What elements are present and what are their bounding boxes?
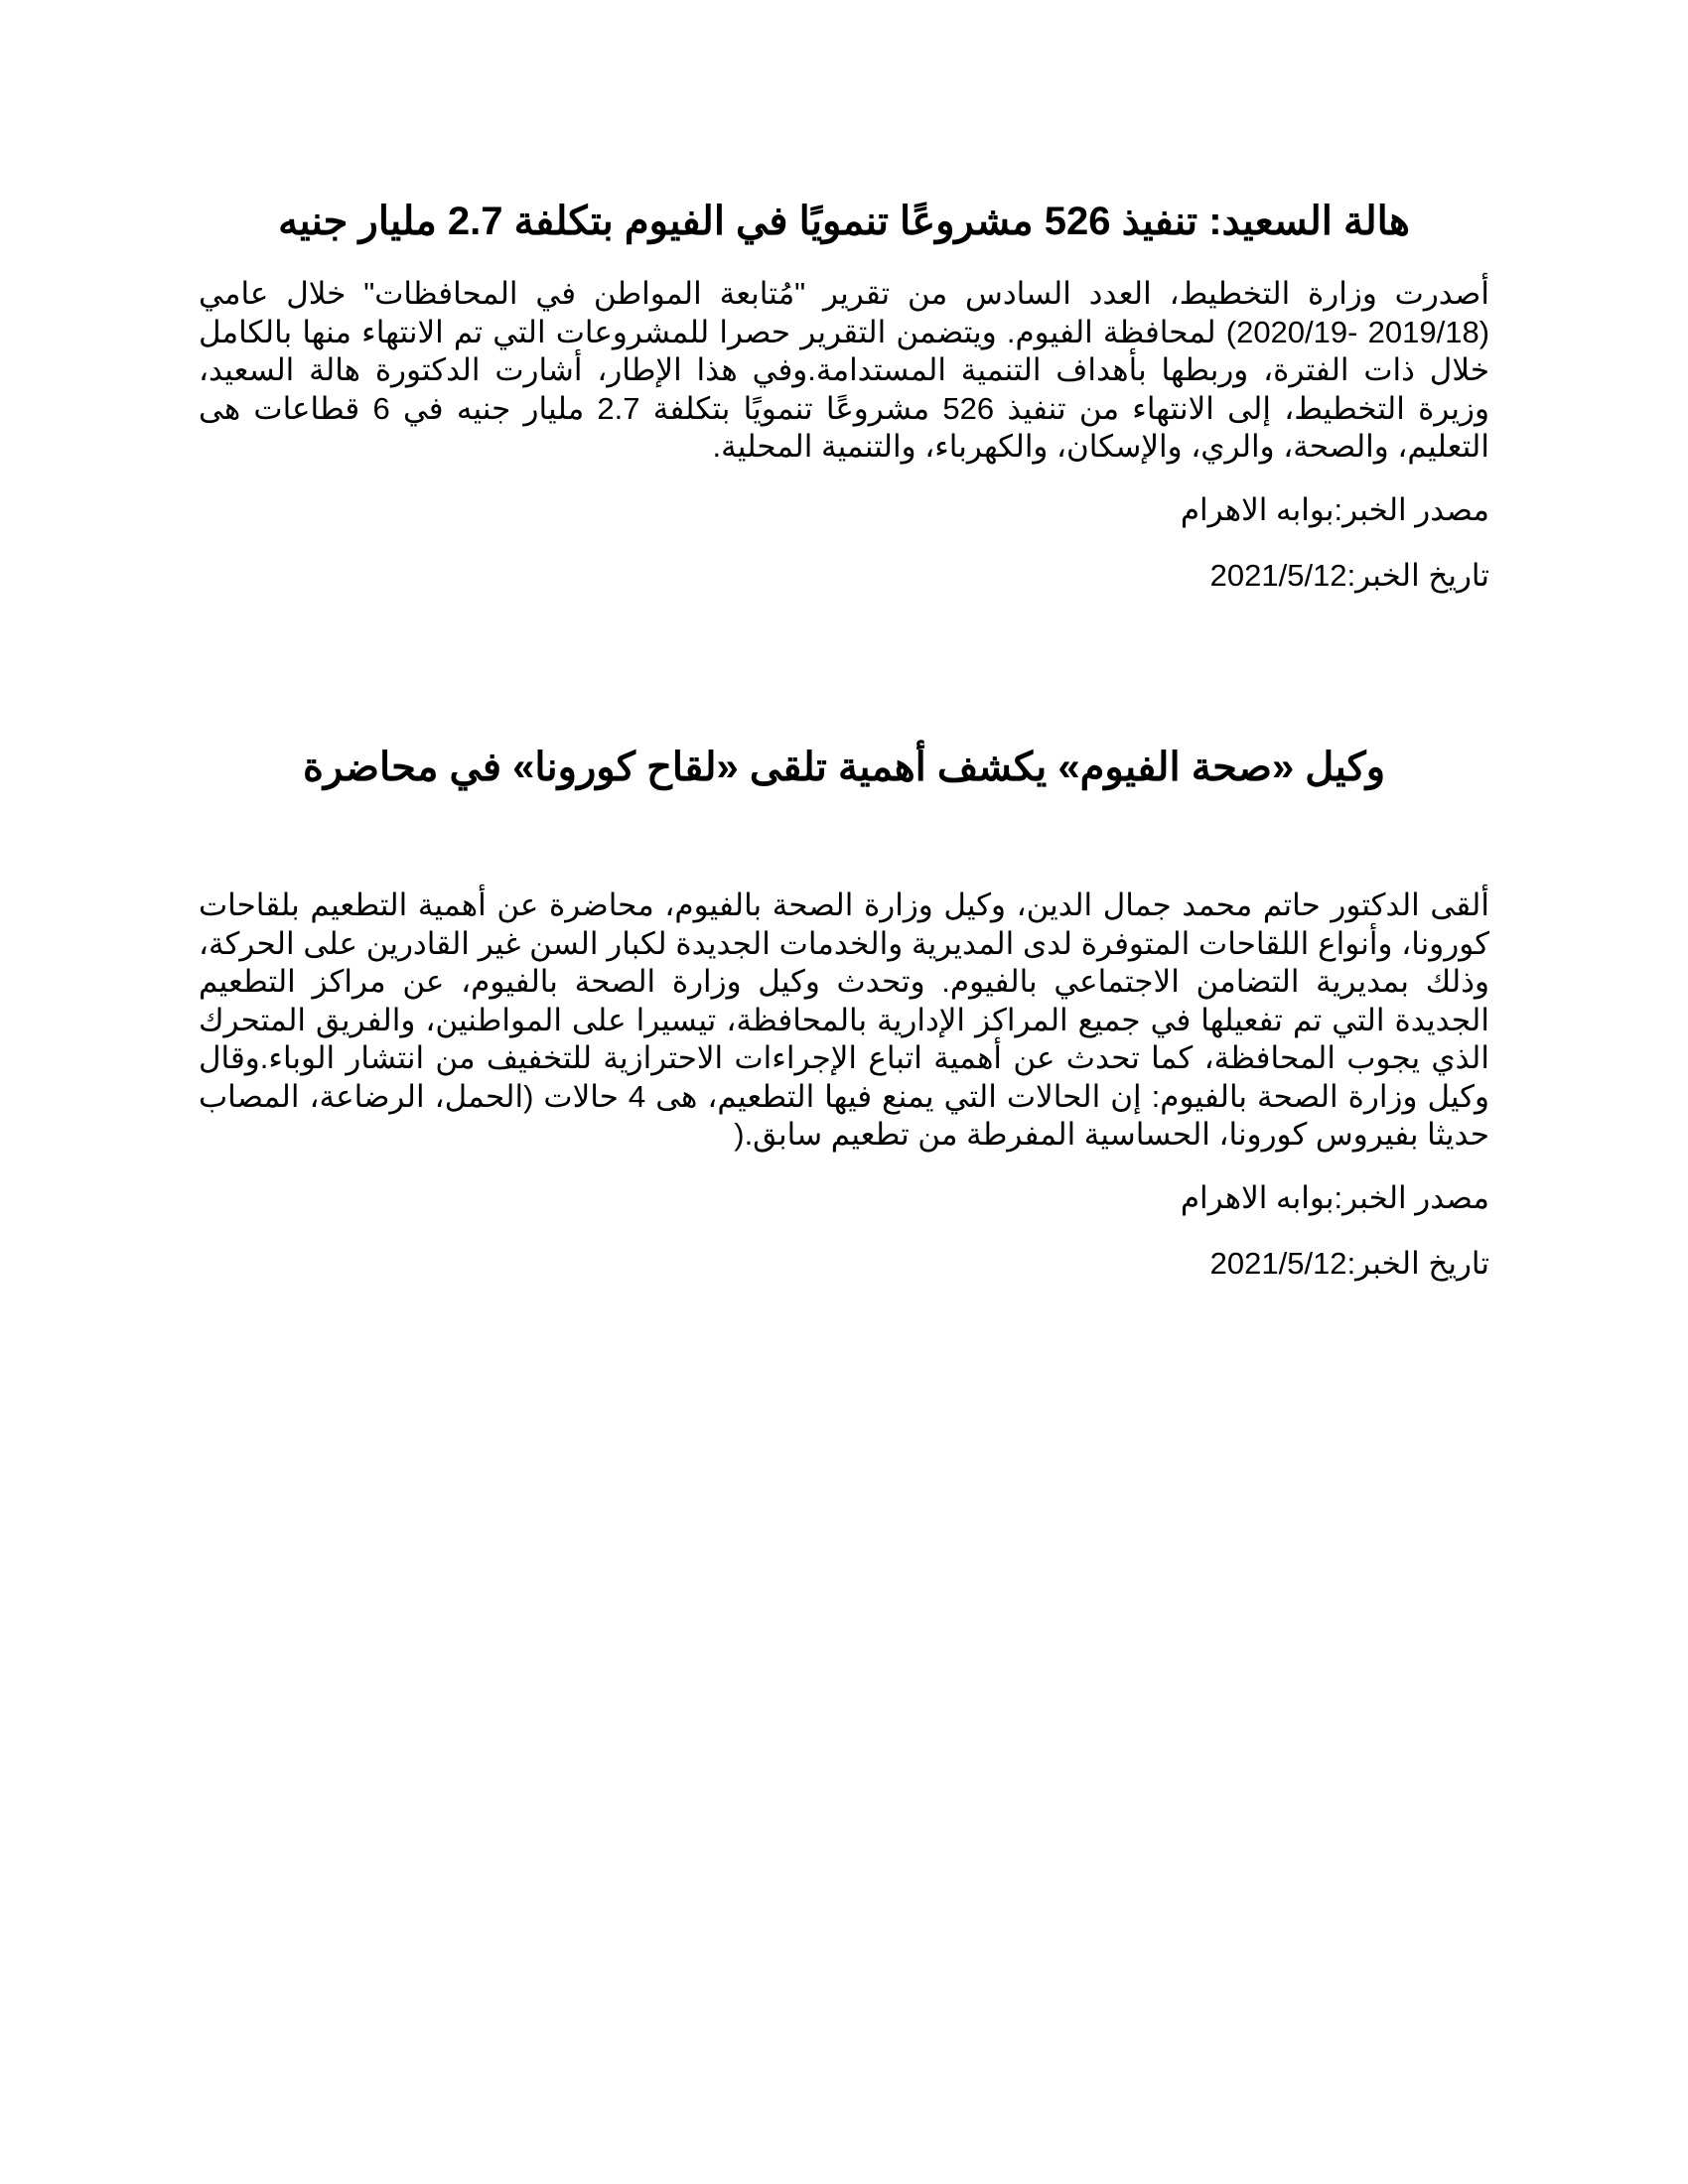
article-body: أصدرت وزارة التخطيط، العدد السادس من تقرير "مُتابعة المواطن في المحافظات" خلال عامي (2019/18 -2020/19) لمحافظة الفيوم. ويتضمن التقرير حصرا للمشروعات التي تم الانتهاء منها بالكامل خلال ذات الفترة، وربطها بأهداف التنمية المستدامة.وفي هذا الإطار، أشارت الدكتورة هالة السعيد، وزيرة التخطيط، إلى الانتهاء من تنفيذ 526 مشروعًا تنمويًا بتكلفة 2.7 مليار جنيه في 6 قطاعات هى التعليم، والصحة، والري، والإسكان، والكهرباء، والتنمية المحلية. (199, 276, 1490, 464)
article-source (199, 490, 1489, 530)
source-value: بوابه الاهرام (1180, 491, 1335, 527)
article-body: ألقى الدكتور حاتم محمد جمال الدين، وكيل وزارة الصحة بالفيوم، محاضرة عن أهمية التطعيم بلقاحات كورونا، وأنواع اللقاحات المتوفرة لدى المديرية والخدمات الجديدة لكبار السن غير القادرين على الحركة، وذلك بمديرية التضامن الاجتماعي بالفيوم. وتحدث وكيل وزارة الصحة بالفيوم، عن مراكز التطعيم الجديدة التي تم تفعيلها في جميع المراكز الإدارية بالمحافظة، تيسيرا على المواطنين، والفريق المتحرك الذي يجوب المحافظة، كما تحدث عن أهمية اتباع الإجراءات الاحترازية للتخفيف من انتشار الوباء.وقال وكيل وزارة الصحة بالفيوم: إن الحالات التي يمنع فيها التطعيم، هى 4 حالات (الحمل، الرضاعة، المصاب حديثا بفيروس كورونا، الحساسية المفرطة من تطعيم سابق.( (199, 887, 1490, 1152)
date-label: تاريخ الخبر: (1346, 557, 1489, 593)
news-article-planning (199, 194, 1489, 596)
article-headline: هالة السعيد: تنفيذ 526 مشروعًا تنمويًا في الفيوم بتكلفة 2.7 مليار جنيه (278, 200, 1410, 243)
date-value: 2021/5/12 (1209, 1245, 1347, 1281)
article-headline: وكيل «صحة الفيوم» يكشف أهمية تلقى «لقاح كورونا» في محاضرة (302, 746, 1386, 789)
article-source (199, 1178, 1489, 1218)
article-date (199, 1244, 1489, 1284)
news-article-health (199, 740, 1489, 1284)
article-date (199, 556, 1489, 596)
source-label: مصدر الخبر: (1334, 491, 1489, 527)
document-page (199, 0, 1489, 2184)
date-value: 2021/5/12 (1209, 557, 1347, 593)
date-label: تاريخ الخبر: (1346, 1245, 1489, 1281)
source-value: بوابه الاهرام (1180, 1179, 1335, 1215)
source-label: مصدر الخبر: (1334, 1179, 1489, 1215)
